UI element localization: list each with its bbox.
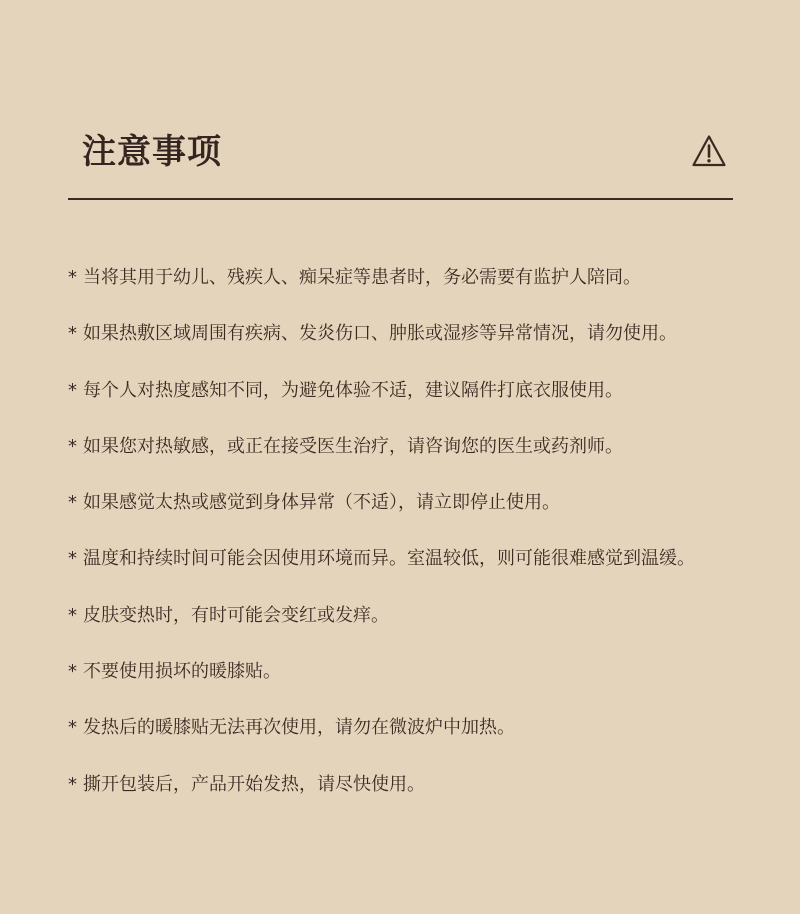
note-bullet: * — [68, 267, 77, 288]
note-item — [68, 596, 758, 652]
note-bullet: * — [68, 492, 77, 514]
note-item — [68, 765, 758, 821]
note-text: 撕开包装后，产品开始发热，请尽快使用。 — [83, 773, 425, 795]
note-item — [68, 258, 758, 314]
note-bullet: * — [68, 773, 77, 795]
note-item — [68, 483, 758, 539]
note-item — [68, 371, 758, 427]
note-bullet: * — [68, 435, 77, 457]
note-bullet: * — [68, 323, 77, 345]
note-text: 每个人对热度感知不同，为避免体验不适，建议隔件打底衣服使用。 — [83, 379, 623, 401]
note-text: 如果热敷区域周围有疾病、发炎伤口、肿胀或湿疹等异常情况，请勿使用。 — [83, 323, 677, 345]
note-item — [68, 652, 758, 708]
note-text: 皮肤变热时，有时可能会变红或发痒。 — [83, 604, 389, 626]
note-bullet: * — [68, 604, 77, 626]
note-text: 如果感觉太热或感觉到身体异常（不适），请立即停止使用。 — [83, 492, 560, 514]
note-text: 温度和持续时间可能会因使用环境而异。室温较低，则可能很难感觉到温缓。 — [83, 548, 695, 570]
notice-header — [68, 118, 733, 200]
note-bullet: * — [68, 717, 77, 739]
note-text: 当将其用于幼儿、残疾人、痴呆症等患者时，务必需要有监护人陪同。 — [83, 267, 641, 288]
note-text: 如果您对热敏感，或正在接受医生治疗，请咨询您的医生或药剂师。 — [83, 435, 623, 457]
notes-list — [68, 258, 758, 821]
page-title: 注意事项 — [82, 132, 222, 172]
note-bullet: * — [68, 379, 77, 401]
note-item — [68, 314, 758, 370]
warning-triangle-icon — [691, 134, 727, 168]
note-text: 不要使用损坏的暖膝贴。 — [83, 661, 281, 683]
note-text: 发热后的暖膝贴无法再次使用，请勿在微波炉中加热。 — [83, 717, 515, 739]
note-bullet: * — [68, 548, 77, 570]
note-item — [68, 539, 758, 595]
note-item — [68, 708, 758, 764]
note-item — [68, 427, 758, 483]
note-bullet: * — [68, 661, 77, 683]
